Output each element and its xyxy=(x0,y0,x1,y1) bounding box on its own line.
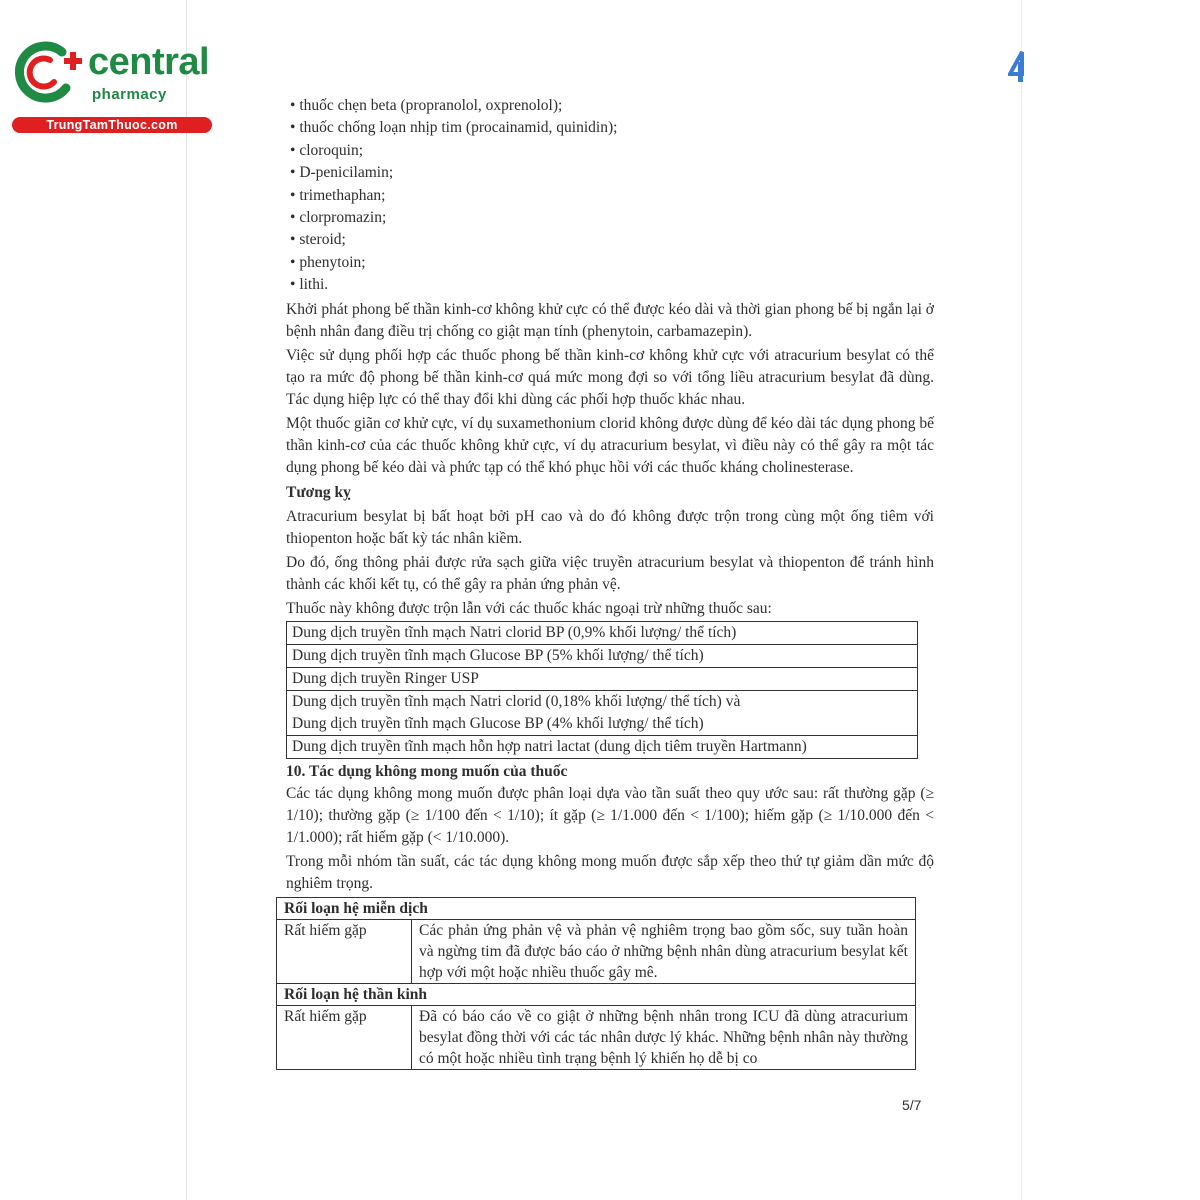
table-cell: Dung dịch truyền tĩnh mạch Glucose BP (5% khối lượng/ thể tích) xyxy=(287,644,918,667)
table-row xyxy=(287,644,918,667)
page-number: 5/7 xyxy=(902,1097,922,1113)
table-row xyxy=(287,690,918,735)
table-row xyxy=(287,667,918,690)
list-item: • cloroquin; xyxy=(290,140,934,162)
paragraph: Thuốc này không được trộn lẫn với các thuốc khác ngoại trừ những thuốc sau: xyxy=(286,599,772,617)
cell-line: Dung dịch truyền tĩnh mạch Glucose BP (4% khối lượng/ thể tích) xyxy=(292,714,704,732)
list-item: • thuốc chống loạn nhịp tim (procainamid, quinidin); xyxy=(290,117,934,139)
table-cell: Dung dịch truyền Ringer USP xyxy=(287,667,918,690)
table-cell: Dung dịch truyền tĩnh mạch hỗn hợp natri lactat (dung dịch tiêm truyền Hartmann) xyxy=(287,735,918,758)
description-cell: Các phản ứng phản vệ và phản vệ nghiêm trọng bao gồm sốc, suy tuần hoàn và ngừng tim đã được báo cáo ở những bệnh nhân dùng atracurium besylat kết hợp với một hoặc nhiều thuốc gây mê. xyxy=(412,919,916,983)
table-row xyxy=(277,897,916,919)
paragraph: Một thuốc giãn cơ khử cực, ví dụ suxamethonium clorid không được dùng để kéo dài tác dụng phong bế thần kinh-cơ của các thuốc không khử cực, ví dụ atracurium besylat, vì điều này có thể gây ra một tác dụng phong bế kéo dài và phức tạp có thể khó phục hồi với các thuốc kháng cholinesterase. xyxy=(286,414,934,476)
table-row xyxy=(287,735,918,758)
adverse-effects-table xyxy=(276,897,916,1070)
group-header: Rối loạn hệ thần kinh xyxy=(277,983,916,1005)
table-row xyxy=(277,983,916,1005)
compatible-solutions-table xyxy=(286,621,918,759)
section-10-title: 10. Tác dụng không mong muốn của thuốc xyxy=(286,762,568,780)
paragraph: Khởi phát phong bế thần kinh-cơ không khử cực có thể được kéo dài và thời gian phong bế bị ngắn lại ở bệnh nhân đang điều trị chống co giật mạn tính (phenytoin, carbamazepin). xyxy=(286,300,934,340)
table-cell: Dung dịch truyền tĩnh mạch Natri clorid BP (0,9% khối lượng/ thể tích) xyxy=(287,621,918,644)
list-item: • lithi. xyxy=(290,274,934,296)
logo-subtitle: pharmacy xyxy=(92,86,167,103)
table-row xyxy=(277,1005,916,1069)
paragraph: Atracurium besylat bị bất hoạt bởi pH cao và do đó không được trộn trong cùng một ống tiêm với thiopenton hoặc bất kỳ tác nhân kiềm. xyxy=(286,507,934,547)
corner-logo-fragment-icon xyxy=(1008,48,1024,84)
interaction-drug-list xyxy=(290,95,934,297)
document-body xyxy=(286,95,934,1070)
frequency-cell: Rất hiếm gặp xyxy=(277,919,412,983)
table-row xyxy=(287,621,918,644)
list-item: • clorpromazin; xyxy=(290,207,934,229)
group-header: Rối loạn hệ miễn dịch xyxy=(277,897,916,919)
list-item: • thuốc chẹn beta (propranolol, oxprenolol); xyxy=(290,95,934,117)
logo-brand: central xyxy=(88,41,210,83)
logo-c-cross-icon xyxy=(12,38,84,108)
list-item: • steroid; xyxy=(290,229,934,251)
table-row xyxy=(277,919,916,983)
cell-line: Dung dịch truyền tĩnh mạch Natri clorid (0,18% khối lượng/ thể tích) và xyxy=(292,692,741,710)
pharmacy-logo xyxy=(8,38,218,138)
incompatibility-heading: Tương kỵ xyxy=(286,483,351,501)
paragraph: Việc sử dụng phối hợp các thuốc phong bế thần kinh-cơ không khử cực với atracurium besylat có thể tạo ra mức độ phong bế thần kinh-cơ quá mức mong đợi so với tổng liều atracurium besylat đã dùng. Tác dụng hiệp lực có thể thay đổi khi dùng các phối hợp thuốc khác nhau. xyxy=(286,346,934,408)
logo-url-badge[interactable]: TrungTamThuoc.com xyxy=(12,117,212,133)
list-item: • phenytoin; xyxy=(290,252,934,274)
frequency-cell: Rất hiếm gặp xyxy=(277,1005,412,1069)
paragraph: Do đó, ống thông phải được rửa sạch giữa việc truyền atracurium besylat và thiopenton để tránh hình thành các khối kết tụ, có thể gây ra phản ứng phản vệ. xyxy=(286,553,934,593)
paragraph: Các tác dụng không mong muốn được phân loại dựa vào tần suất theo quy ước sau: rất thường gặp (≥ 1/10); thường gặp (≥ 1/100 đến < 1/10); ít gặp (≥ 1/1.000 đến < 1/100); hiếm gặp (≥ 1/10.000 đến < 1/1.000); rất hiếm gặp (< 1/10.000). xyxy=(286,784,934,846)
table-cell xyxy=(287,690,918,735)
list-item: • trimethaphan; xyxy=(290,185,934,207)
description-cell: Đã có báo cáo về co giật ở những bệnh nhân trong ICU đã dùng atracurium besylat đồng thời với các tác nhân dược lý khác. Những bệnh nhân này thường có một hoặc nhiều tình trạng bệnh lý khiến họ dễ bị co xyxy=(412,1005,916,1069)
paragraph: Trong mỗi nhóm tần suất, các tác dụng không mong muốn được sắp xếp theo thứ tự giảm dần mức độ nghiêm trọng. xyxy=(286,852,934,892)
list-item: • D-penicilamin; xyxy=(290,162,934,184)
